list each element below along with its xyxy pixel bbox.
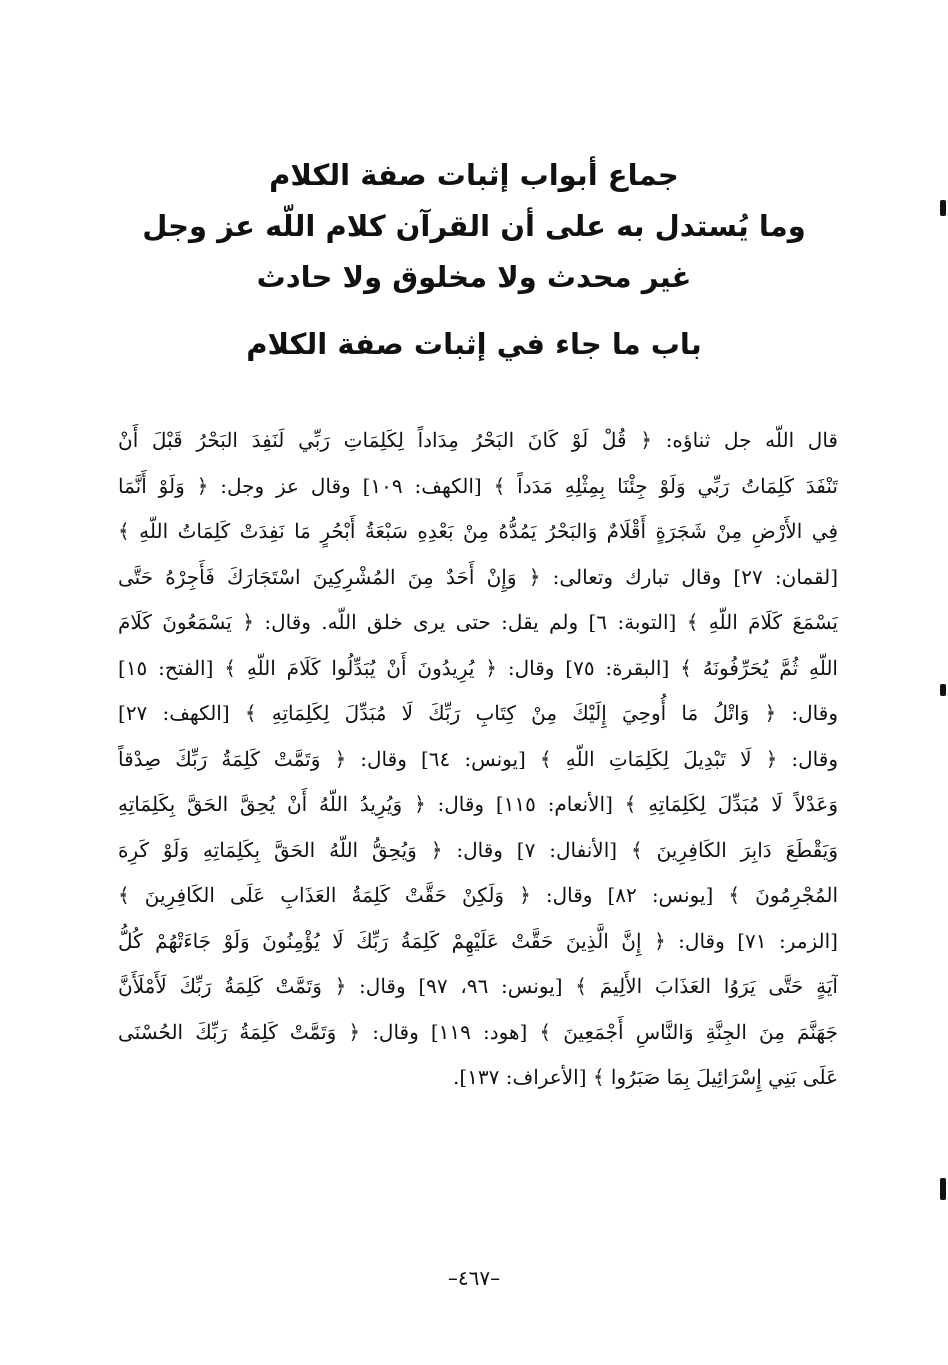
page-number: –٤٦٧– (447, 1266, 501, 1290)
text-line: [لقمان: ٢٧] وقال تبارك وتعالى: ﴿ وَإِنْ أَحَدٌ مِنَ المُشْرِكِينَ اسْتَجَارَكَ فَأَجِرْهُ حَتَّى (118, 564, 838, 589)
text-line: وقال: ﴿ لَا تَبْدِيلَ لِكَلِمَاتِ اللّهِ ﴾ [يونس: ٦٤] وقال: ﴿ وَتَمَّتْ كَلِمَةُ رَبِّكَ صِدْقاً (118, 746, 838, 771)
text-line: [الزمر: ٧١] وقال: ﴿ إِنَّ الَّذِينَ حَقَّتْ عَلَيْهِمْ كَلِمَةُ رَبِّكَ لَا يُؤْمِنُونَ وَلَوْ جَاءَتْهُمْ كُلُّ (118, 928, 838, 953)
text-line-last: عَلَى بَنِي إِسْرَائِيلَ بِمَا صَبَرُوا ﴾ [الأعراف: ١٣٧]. (452, 1065, 838, 1089)
section-headings (110, 150, 838, 370)
text-line: وَيَقْطَعَ دَابِرَ الكَافِرِينَ ﴾ [الأنفال: ٧] وقال: ﴿ وَيُحِقُّ اللّهُ الحَقَّ بِكَلِمَاتِهِ وَلَوْ كَرِهَ (118, 837, 838, 862)
main-title-line-1: جماع أبواب إثبات صفة الكلام (269, 158, 679, 192)
chapter-title: باب ما جاء في إثبات صفة الكلام (246, 327, 702, 361)
text-line: جَهَنَّمَ مِنَ الجِنَّةِ وَالنَّاسِ أَجْمَعِينَ ﴾ [هود: ١١٩] وقال: ﴿ وَتَمَّتْ كَلِمَةُ رَبِّكَ الحُسْنَى (118, 1019, 838, 1044)
main-title-line-3: غير محدث ولا مخلوق ولا حادث (256, 260, 692, 294)
text-line: المُجْرِمُونَ ﴾ [يونس: ٨٢] وقال: ﴿ وَلَكِنْ حَقَّتْ كَلِمَةُ العَذَابِ عَلَى الكَافِرِينَ ﴾ (118, 883, 838, 907)
body-paragraph (118, 418, 838, 1101)
text-line: آيَةٍ حَتَّى يَرَوُا العَذَابَ الأَلِيمَ ﴾ [يونس: ٩٦، ٩٧] وقال: ﴿ وَتَمَّتْ كَلِمَةُ رَبِّكَ لَأَمْلَأَنَّ (118, 974, 838, 998)
text-line: قال اللّه جل ثناؤه: ﴿ قُلْ لَوْ كَانَ البَحْرُ مِدَاداً لِكَلِمَاتِ رَبِّي لَنَفِدَ البَحْرُ قَبْلَ أَنْ (118, 428, 838, 452)
text-line: اللّهِ ثُمَّ يُحَرِّفُونَهُ ﴾ [البقرة: ٧٥] وقال: ﴿ يُرِيدُونَ أَنْ يُبَدِّلُوا كَلَامَ اللّهِ ﴾ [الفتح: ١٥] (118, 655, 838, 680)
text-line: فِي الأَرْضِ مِنْ شَجَرَةٍ أَقْلَامٌ وَالبَحْرُ يَمُدُّهُ مِنْ بَعْدِهِ سَبْعَةُ أَبْحُرٍ مَا نَفِدَتْ كَلِمَاتُ اللّهِ ﴾ (118, 519, 838, 543)
text-line: وَعَدْلاً لَا مُبَدِّلَ لِكَلِمَاتِهِ ﴾ [الأنعام: ١١٥] وقال: ﴿ وَيُرِيدُ اللّهُ أَنْ يُحِقَّ الحَقَّ بِكَلِمَاتِهِ (118, 792, 838, 816)
text-line: وقال: ﴿ وَاتْلُ مَا أُوحِيَ إِلَيْكَ مِنْ كِتَابِ رَبِّكَ لَا مُبَدِّلَ لِكَلِمَاتِهِ ﴾ [الكهف: ٢٧] (118, 701, 838, 725)
main-title-line-2: وما يُستدل به على أن القرآن كلام اللّه عز وجل (142, 209, 806, 243)
text-line: تَنْفَدَ كَلِمَاتُ رَبِّي وَلَوْ جِئْنَا بِمِثْلِهِ مَدَداً ﴾ [الكهف: ١٠٩] وقال عز وجل: ﴿ وَلَوْ أَنَّمَا (118, 473, 838, 498)
text-line: يَسْمَعَ كَلَامَ اللّهِ ﴾ [التوبة: ٦] ولم يقل: حتى يرى خلق اللّه. وقال: ﴿ يَسْمَعُونَ كَلَامَ (118, 610, 838, 634)
scan-edge-mark (940, 1178, 946, 1200)
scan-edge-mark (940, 684, 946, 696)
scan-edge-mark (940, 200, 946, 216)
